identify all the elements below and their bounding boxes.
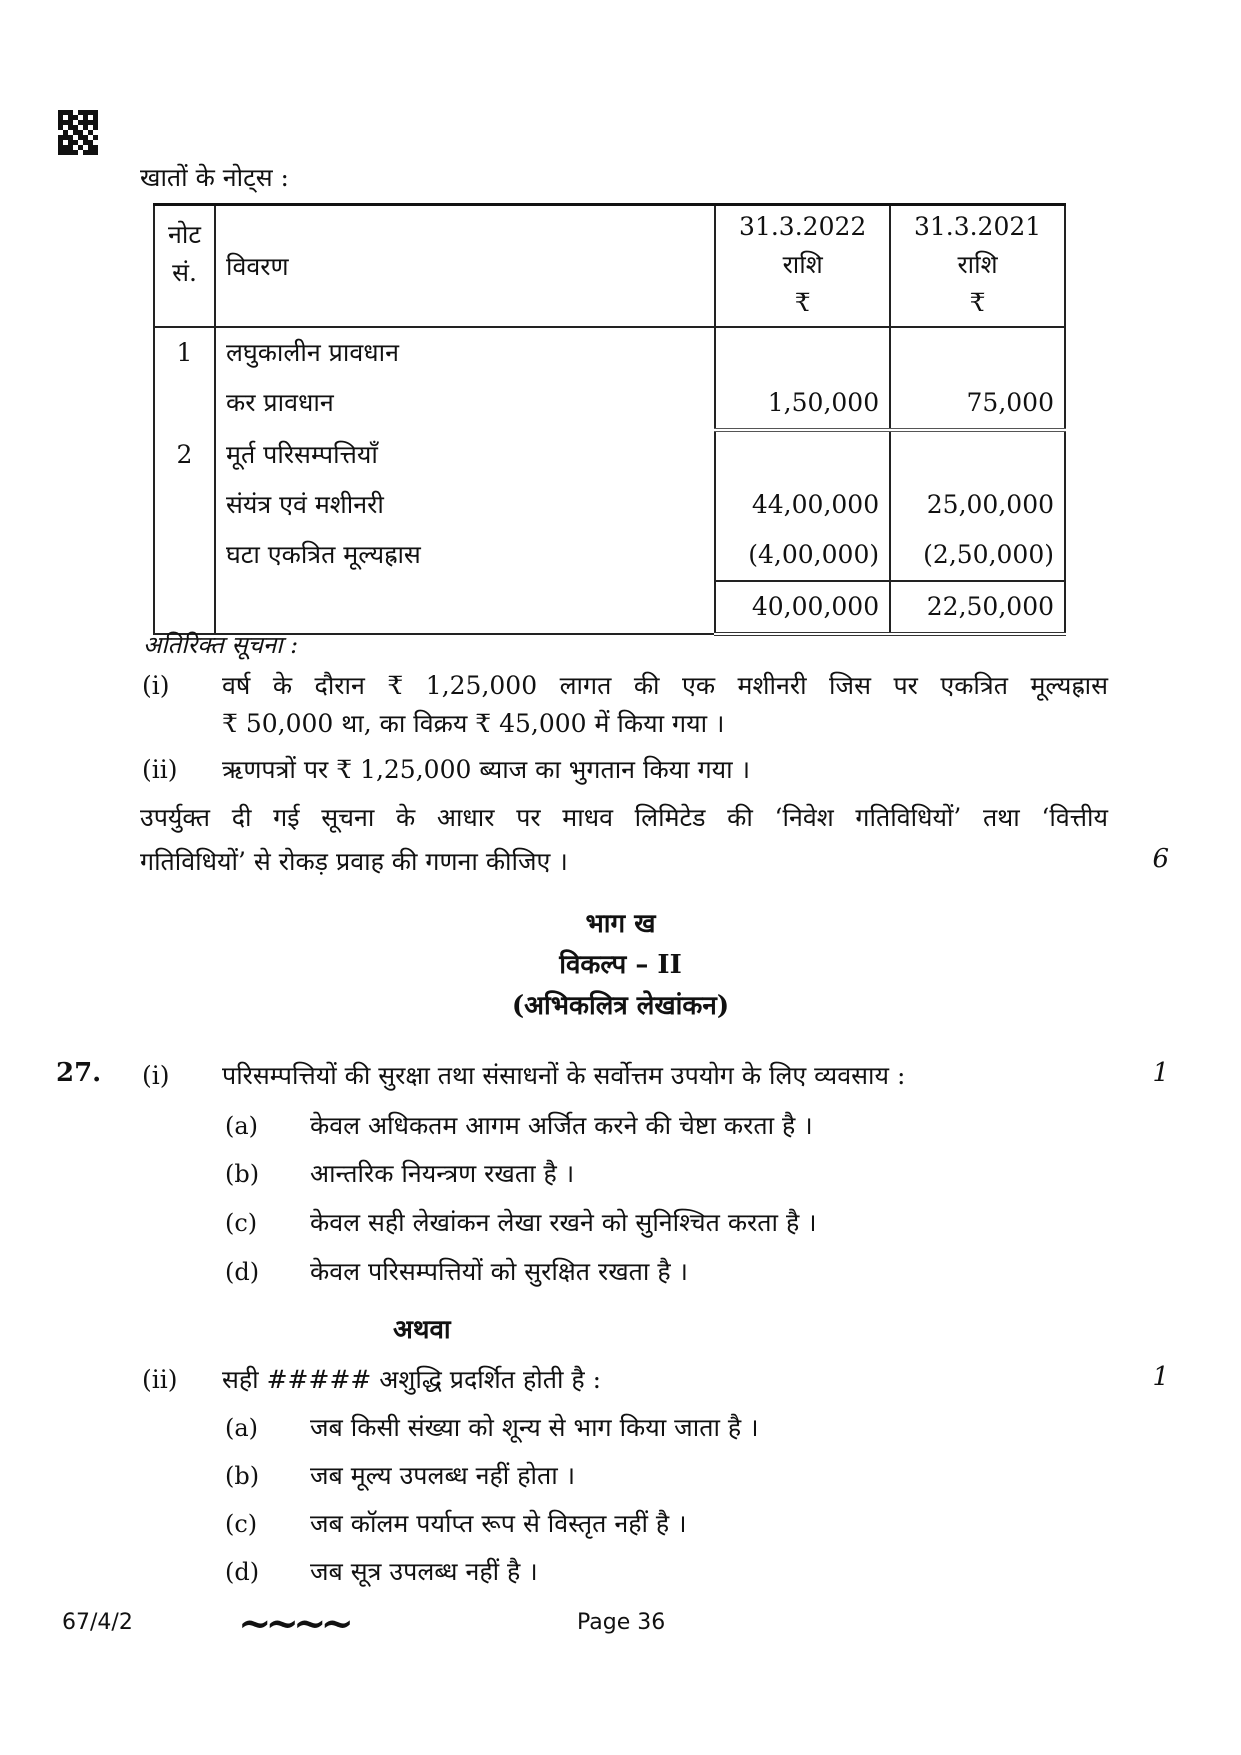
q27-part-i-text: परिसम्पत्तियों की सुरक्षा तथा संसाधनों के सर्वोत्तम उपयोग के लिए व्यवसाय : <box>222 1061 906 1090</box>
table-row <box>154 378 1065 430</box>
table-row <box>154 480 1065 530</box>
marks-q27-ii: 1 <box>1152 1362 1169 1392</box>
option-c-text[interactable]: जब कॉलम पर्याप्त रूप से विस्तृत नहीं है । <box>310 1509 687 1538</box>
option-d-text[interactable]: केवल परिसम्पत्तियों को सुरक्षित रखता है । <box>310 1257 689 1286</box>
notes-to-accounts-table <box>153 203 1066 636</box>
instruction-line2: गतिविधियों’ से रोकड़ प्रवाह की गणना कीजिए । <box>140 847 568 876</box>
page-number: Page 36 <box>577 1610 666 1635</box>
option-d-text[interactable]: जब सूत्र उपलब्ध नहीं है । <box>310 1557 538 1586</box>
table-row <box>154 327 1065 378</box>
header-note-no: नोट सं. <box>154 205 215 328</box>
table-row <box>154 530 1065 581</box>
amount-2022-cell <box>715 327 890 378</box>
q27-part-ii-number: (ii) <box>142 1365 178 1394</box>
note-no-cell <box>154 530 215 581</box>
option-label: (a) <box>225 1112 259 1140</box>
info-item-1-line2: ₹ 50,000 था, का विक्रय ₹ 45,000 में किया गया । <box>222 709 725 738</box>
particulars-cell: लघुकालीन प्रावधान <box>215 327 715 378</box>
amount-2022-cell: 44,00,000 <box>715 480 890 530</box>
info-item-1-number: (i) <box>142 671 170 700</box>
section-part-title: भाग ख <box>585 909 656 939</box>
note-no-cell <box>154 581 215 634</box>
amount-2021-cell: (2,50,000) <box>890 530 1065 581</box>
amount-2021-cell <box>890 430 1065 480</box>
note-no-cell: 2 <box>154 430 215 480</box>
header-2022 <box>715 205 890 328</box>
particulars-cell <box>215 581 715 634</box>
particulars-cell: कर प्रावधान <box>215 378 715 430</box>
total-2021-cell: 22,50,000 <box>890 581 1065 634</box>
note-no-cell <box>154 480 215 530</box>
option-label: (d) <box>225 1558 260 1586</box>
option-label: (d) <box>225 1258 260 1286</box>
particulars-cell: संयंत्र एवं मशीनरी <box>215 480 715 530</box>
header-2021-label: राशि <box>957 250 998 279</box>
section-option-title: विकल्प – II <box>559 950 682 980</box>
table-row <box>154 430 1065 480</box>
qr-code-icon <box>58 110 98 154</box>
amount-2021-cell <box>890 327 1065 378</box>
marks-q26: 6 <box>1152 844 1169 874</box>
option-b-text[interactable]: आन्तरिक नियन्त्रण रखता है । <box>310 1159 575 1188</box>
amount-2022-cell: (4,00,000) <box>715 530 890 581</box>
header-2021-date: 31.3.2021 <box>913 212 1042 241</box>
additional-info-heading: अतिरिक्त सूचना : <box>143 631 299 659</box>
option-b-text[interactable]: जब मूल्य उपलब्ध नहीं होता । <box>310 1461 576 1490</box>
option-a-text[interactable]: केवल अधिकतम आगम अर्जित करने की चेष्टा करता है । <box>310 1111 813 1140</box>
header-2022-date: 31.3.2022 <box>739 212 867 241</box>
amount-2021-cell: 75,000 <box>890 378 1065 430</box>
amount-2022-cell: 1,50,000 <box>715 378 890 430</box>
q27-part-i-number: (i) <box>142 1061 170 1090</box>
q27-part-ii-text: सही ##### अशुद्धि प्रदर्शित होती है : <box>222 1365 602 1394</box>
note-no-cell: 1 <box>154 327 215 378</box>
header-2022-currency: ₹ <box>794 288 811 317</box>
paper-code: 67/4/2 <box>62 1610 133 1635</box>
notes-heading: खातों के नोट्स : <box>140 163 289 192</box>
option-label: (c) <box>225 1510 258 1538</box>
question-number: 27. <box>56 1058 102 1088</box>
table-row-total <box>154 581 1065 634</box>
note-no-cell <box>154 378 215 430</box>
total-2022-cell: 40,00,000 <box>715 581 890 634</box>
particulars-cell: मूर्त परिसम्पत्तियाँ <box>215 430 715 480</box>
option-c-text[interactable]: केवल सही लेखांकन लेखा रखने को सुनिश्चित करता है । <box>310 1208 817 1237</box>
section-subtitle: (अभिकलित्र लेखांकन) <box>511 991 730 1021</box>
header-2021 <box>890 205 1065 328</box>
header-particulars: विवरण <box>215 205 715 328</box>
amount-2022-cell <box>715 430 890 480</box>
option-label: (b) <box>225 1160 260 1188</box>
header-2021-currency: ₹ <box>969 288 986 317</box>
option-label: (c) <box>225 1209 258 1237</box>
wave-decoration-icon: ~~~~ <box>238 1600 349 1647</box>
or-separator: अथवा <box>393 1315 451 1345</box>
marks-q27-i: 1 <box>1152 1058 1169 1088</box>
info-item-1-line1: वर्ष के दौरान ₹ 1,25,000 लागत की एक मशीनरी जिस पर एकत्रित मूल्यह्रास <box>222 671 1108 700</box>
option-label: (b) <box>225 1462 260 1490</box>
option-a-text[interactable]: जब किसी संख्या को शून्य से भाग किया जाता है । <box>310 1413 759 1442</box>
particulars-cell: घटा एकत्रित मूल्यह्रास <box>215 530 715 581</box>
info-item-2-number: (ii) <box>142 755 178 784</box>
option-label: (a) <box>225 1414 259 1442</box>
amount-2021-cell: 25,00,000 <box>890 480 1065 530</box>
table-header-row <box>154 205 1065 328</box>
info-item-2-text: ऋणपत्रों पर ₹ 1,25,000 ब्याज का भुगतान किया गया । <box>222 755 751 784</box>
instruction-line1: उपर्युक्त दी गई सूचना के आधार पर माधव लिमिटेड की ‘निवेश गतिविधियों’ तथा ‘वित्तीय <box>140 803 1108 832</box>
header-2022-label: राशि <box>782 250 823 279</box>
